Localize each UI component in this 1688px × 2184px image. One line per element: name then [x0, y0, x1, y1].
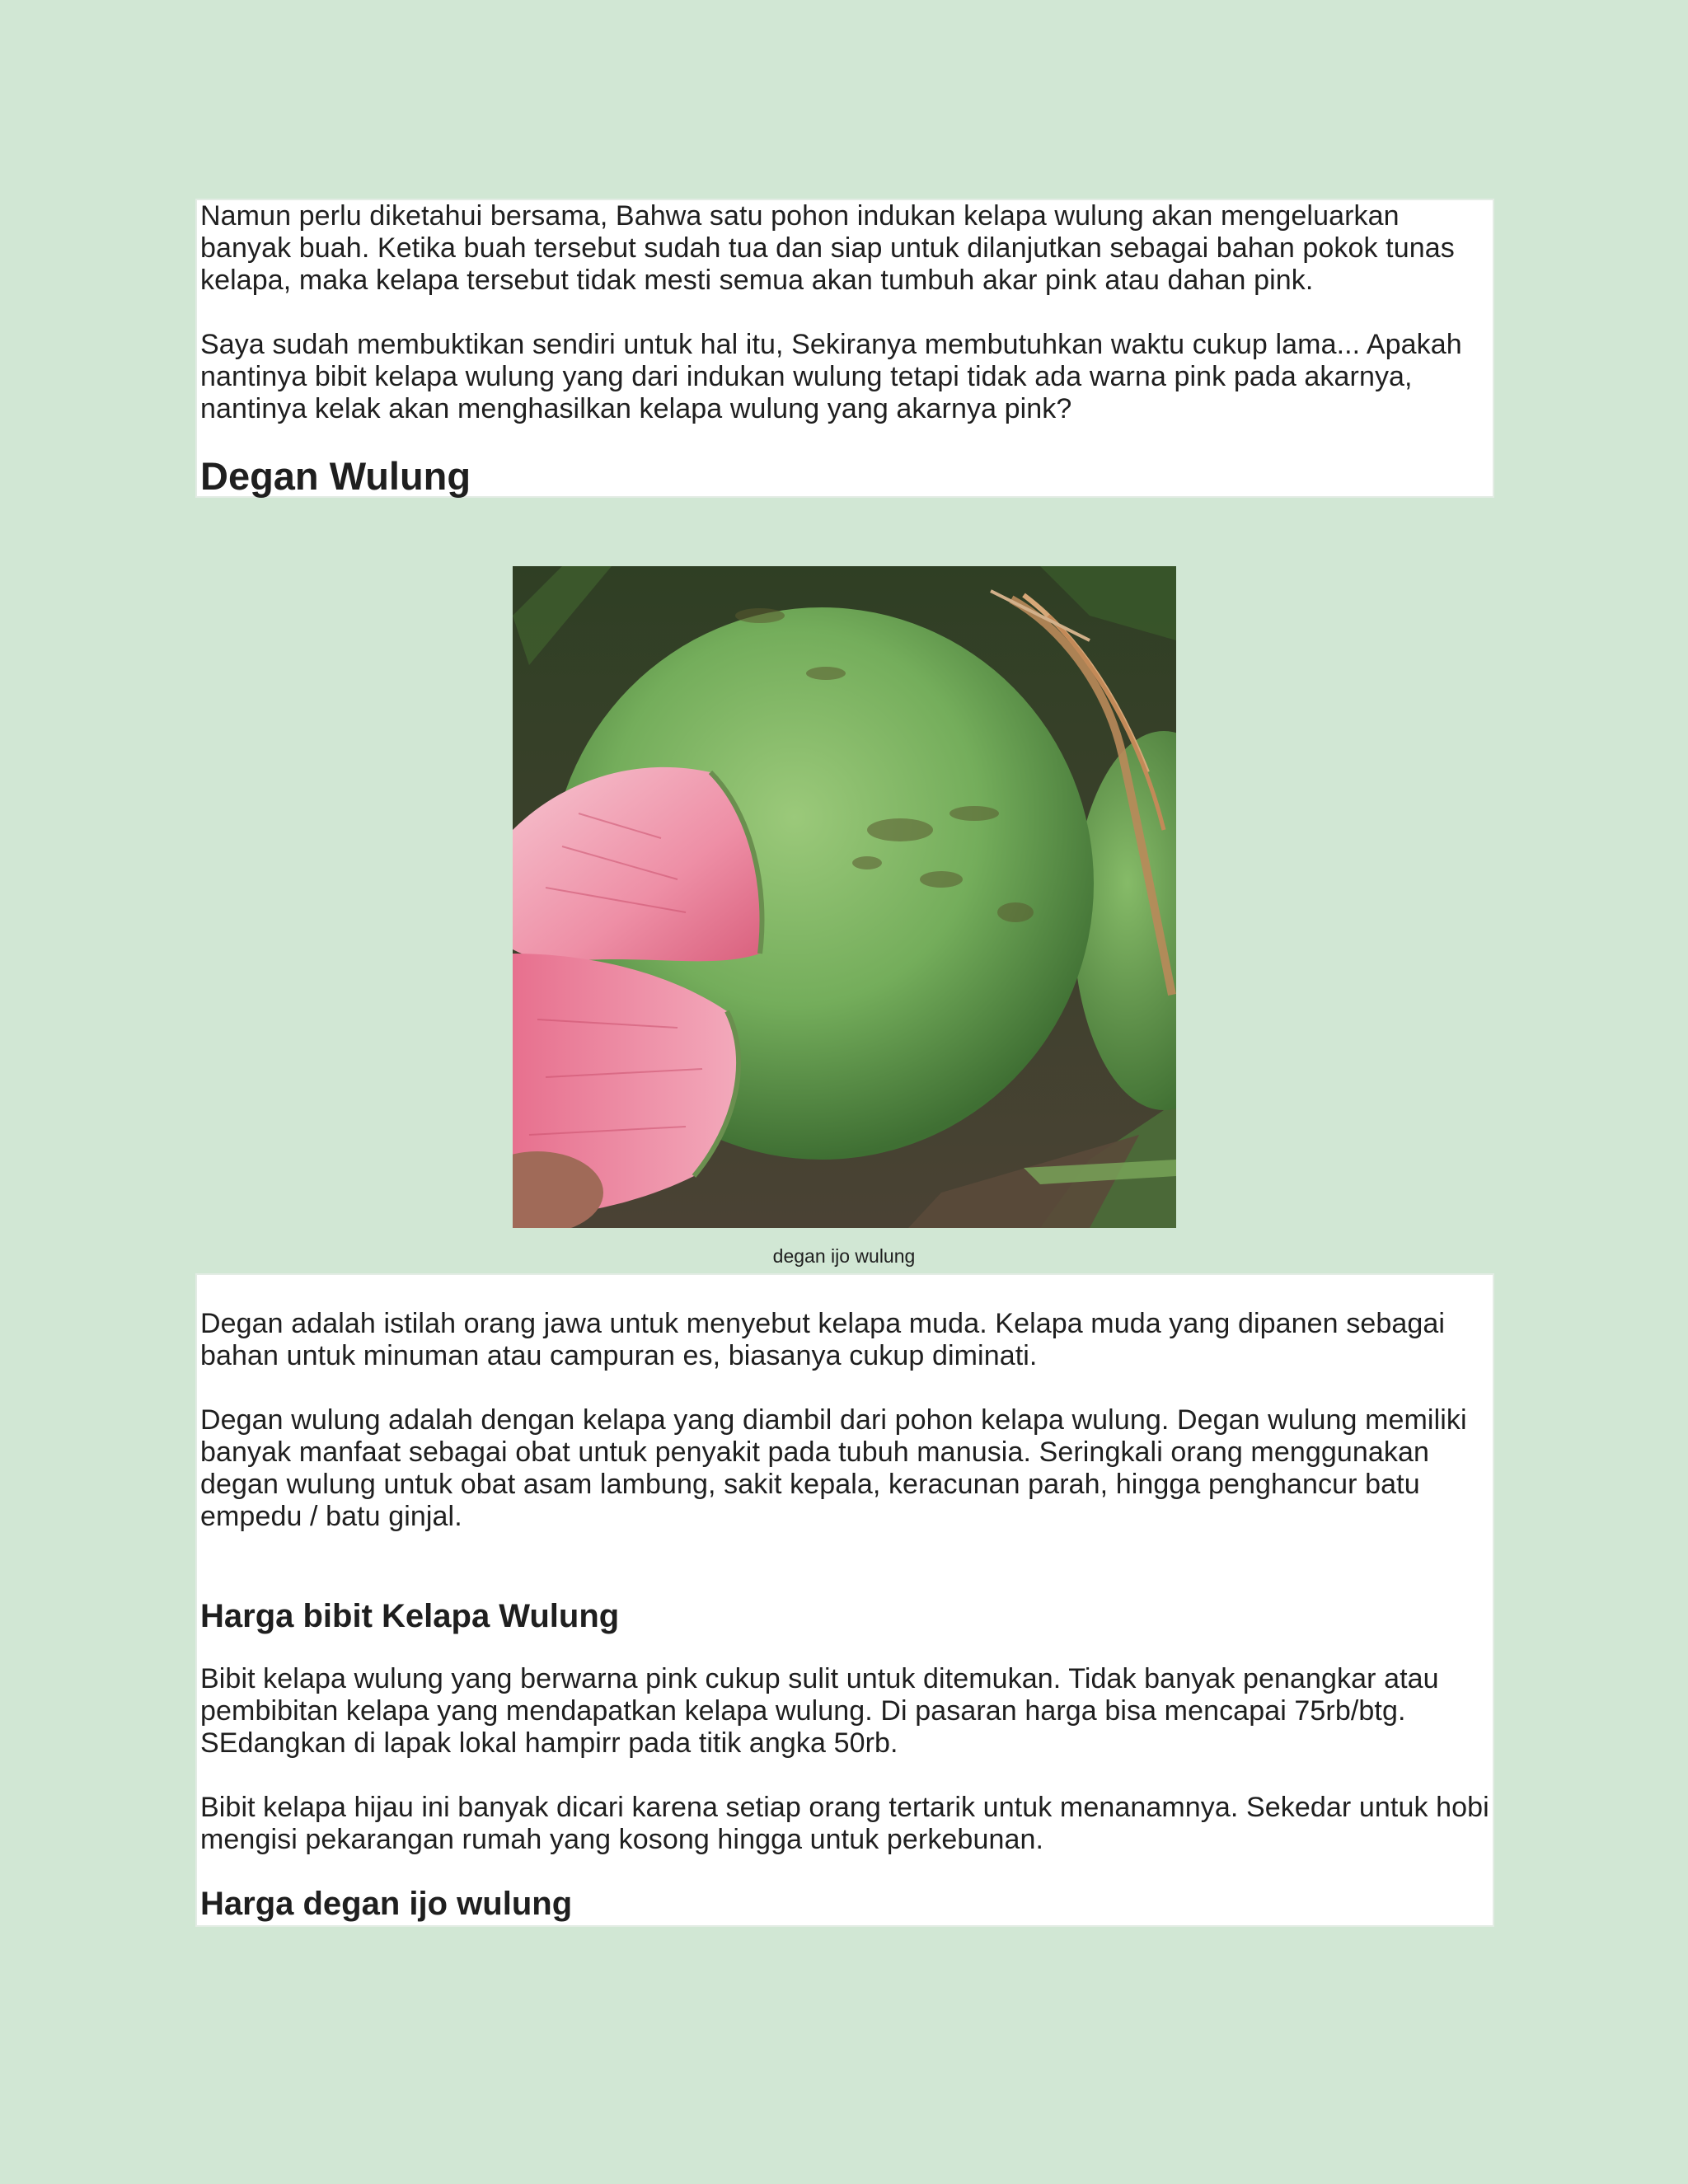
paragraph: Namun perlu diketahui bersama, Bahwa satu pohon indukan kelapa wulung akan mengeluarkan banyak buah. Ketika buah tersebut sudah tua dan siap untuk dilanjutkan sebagai bahan pokok tunas kelapa, maka kelapa tersebut tidak mesti semua akan tumbuh akar pink atau dahan pink.	[200, 200, 1455, 296]
paragraph: Bibit kelapa hijau ini banyak dicari karena setiap orang tertarik untuk menanamnya. Sekedar untuk hobi mengisi pekarangan rumah yang kosong hingga untuk perkebunan.	[200, 1792, 1489, 1855]
article-section-bottom	[195, 1273, 1494, 1927]
heading-harga-degan: Harga degan ijo wulung	[200, 1886, 573, 1922]
article-section-top	[195, 199, 1494, 498]
paragraph: Bibit kelapa wulung yang berwarna pink cukup sulit untuk ditemukan. Tidak banyak penangkar atau pembibitan kelapa yang mendapatkan kelapa wulung. Di pasaran harga bisa mencapai 75rb/btg. SEdangkan di lapak lokal hampirr pada titik angka 50rb.	[200, 1663, 1439, 1759]
image-caption: degan ijo wulung	[772, 1245, 916, 1267]
paragraph: Degan wulung adalah dengan kelapa yang diambil dari pohon kelapa wulung. Degan wulung memiliki banyak manfaat sebagai obat untuk penyakit pada tubuh manusia. Seringkali orang menggunakan degan wulung untuk obat asam lambung, sakit kepala, keracunan parah, hingga penghancur batu empedu / batu ginjal.	[200, 1404, 1467, 1532]
degan-wulung-photo	[513, 566, 1176, 1228]
paragraph: Degan adalah istilah orang jawa untuk menyebut kelapa muda. Kelapa muda yang dipanen sebagai bahan untuk minuman atau campuran es, biasanya cukup diminati.	[200, 1308, 1446, 1371]
heading-harga-bibit: Harga bibit Kelapa Wulung	[200, 1598, 620, 1634]
heading-degan-wulung: Degan Wulung	[200, 454, 471, 498]
paragraph: Saya sudah membuktikan sendiri untuk hal itu, Sekiranya membutuhkan waktu cukup lama... Apakah nantinya bibit kelapa wulung yang dari indukan wulung tetapi tidak ada warna pink pada akarnya, nantinya kelak akan menghasilkan kelapa wulung yang akarnya pink?	[200, 329, 1462, 424]
